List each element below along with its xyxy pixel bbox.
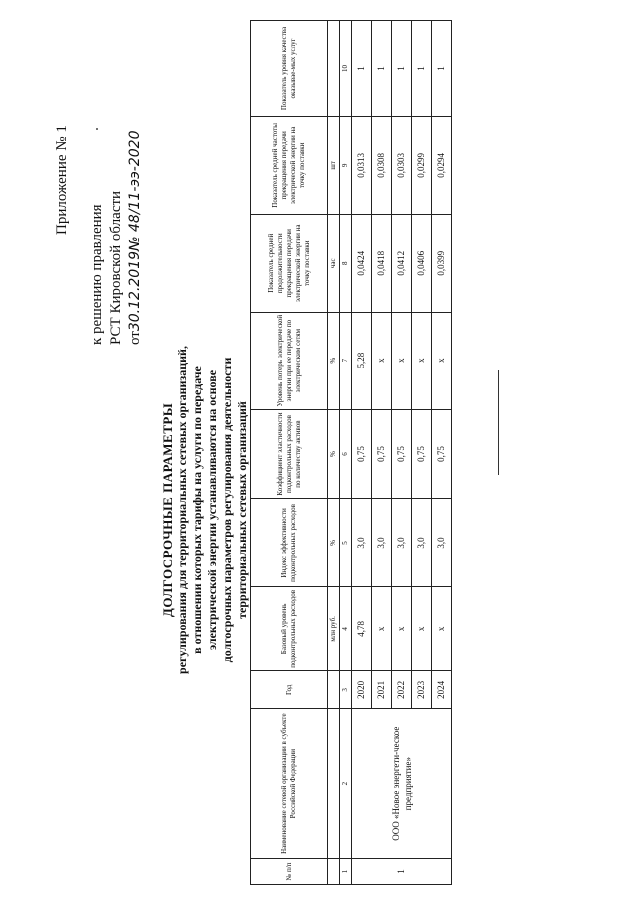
index-cell: 3,0 [352,499,372,587]
decision-reference [88,25,145,345]
quality-cell: 1 [392,21,412,117]
column-number-cell: 3 [340,671,352,709]
quality-cell: 1 [412,21,432,117]
quality-cell: 1 [432,21,452,117]
column-header: Показатель уровня качества оказывае-мых услуг [251,21,328,117]
organization-name-cell: ООО «Новое энергети-ческое предприятие» [352,709,452,859]
unit-cell [328,859,340,885]
column-header: Показатель средней частоты прекращения передачи электрической энергии на точку поставки [251,116,328,214]
column-header: Индекс эффективности подконтрольных расходов [251,499,328,587]
unit-cell: % [328,409,340,499]
title-line-2: регулирования для территориальных сетевых организаций, [175,346,189,674]
title-heading: ДОЛГОСРОЧНЫЕ ПАРАМЕТРЫ [160,402,175,618]
parameters-table [250,20,452,885]
appendix-label: Приложение № 1 [54,125,70,235]
year-cell: 2021 [372,671,392,709]
column-number-cell: 10 [340,21,352,117]
column-number-cell: 8 [340,214,352,312]
table-row [352,21,372,885]
title-line-5: долгосрочных параметров регулирования деятельности [220,357,234,663]
unit-cell: % [328,312,340,409]
decision-line-1: к решению правления [89,204,105,345]
column-header: Показатель средней продолжительности прекращения передачи электрической энергии на точку поставки [251,214,328,312]
loss-cell: х [392,312,412,409]
column-number-cell: 5 [340,499,352,587]
column-number-cell: 2 [340,709,352,859]
separator-line [498,370,499,475]
year-cell: 2020 [352,671,372,709]
title-line-3: в отношении которых тарифы на услуги по передаче [190,366,204,654]
freq-cell: 0,0308 [372,116,392,214]
column-header: Наименование сетевой организации в субъекте Российской Федерации [251,709,328,859]
loss-cell: 5,28 [352,312,372,409]
unit-cell [328,671,340,709]
base-cell: 4,78 [352,587,372,671]
year-cell: 2023 [412,671,432,709]
scan-speck [96,128,98,130]
freq-cell: 0,0299 [412,116,432,214]
index-cell: 3,0 [392,499,412,587]
base-cell: х [432,587,452,671]
dur-cell: 0,0406 [412,214,432,312]
dur-cell: 0,0412 [392,214,412,312]
freq-cell: 0,0313 [352,116,372,214]
title-line-6: территориальных сетевых организаций [235,401,249,619]
column-number-cell: 1 [340,859,352,885]
dur-cell: 0,0424 [352,214,372,312]
column-number-cell: 7 [340,312,352,409]
column-header: № п/п [251,859,328,885]
dur-cell: 0,0399 [432,214,452,312]
unit-cell: час [328,214,340,312]
quality-cell: 1 [352,21,372,117]
base-cell: х [392,587,412,671]
decision-line-2: РСТ Кировской области [108,190,124,345]
coef-cell: 0,75 [412,409,432,499]
table-units-row [328,21,340,885]
document-title [160,275,250,745]
unit-cell: % [328,499,340,587]
freq-cell: 0,0294 [432,116,452,214]
column-header: Уровень потерь электрической энергии при ее передаче по электрическим сетям [251,312,328,409]
index-cell: 3,0 [372,499,392,587]
decision-line-3 [126,25,145,345]
dur-cell: 0,0418 [372,214,392,312]
coef-cell: 0,75 [432,409,452,499]
index-cell: 3,0 [432,499,452,587]
column-header: Коэффициент эластичности подконтрольных расходов по количеству активов [251,409,328,499]
table-header-row [251,21,328,885]
title-line-4: электрической энергии устанавливаются на основе [205,369,219,651]
unit-cell: шт [328,116,340,214]
loss-cell: х [372,312,392,409]
quality-cell: 1 [372,21,392,117]
year-cell: 2022 [392,671,412,709]
index-cell: 3,0 [412,499,432,587]
unit-cell [328,709,340,859]
row-number-cell: 1 [352,859,452,885]
base-cell: х [372,587,392,671]
column-number-cell: 4 [340,587,352,671]
coef-cell: 0,75 [372,409,392,499]
year-cell: 2024 [432,671,452,709]
unit-cell [328,21,340,117]
column-number-cell: 9 [340,116,352,214]
coef-cell: 0,75 [352,409,372,499]
column-number-cell: 6 [340,409,352,499]
loss-cell: х [412,312,432,409]
base-cell: х [412,587,432,671]
loss-cell: х [432,312,452,409]
unit-cell: млн руб. [328,587,340,671]
table-column-numbers-row [340,21,352,885]
column-header: Год [251,671,328,709]
decision-prefix: от [127,331,143,345]
freq-cell: 0,0303 [392,116,412,214]
handwritten-date-number: 30.12.2019№ 48/11-ээ-2020 [127,130,143,332]
column-header: Базовый уровень подконтрольных расходов [251,587,328,671]
coef-cell: 0,75 [392,409,412,499]
